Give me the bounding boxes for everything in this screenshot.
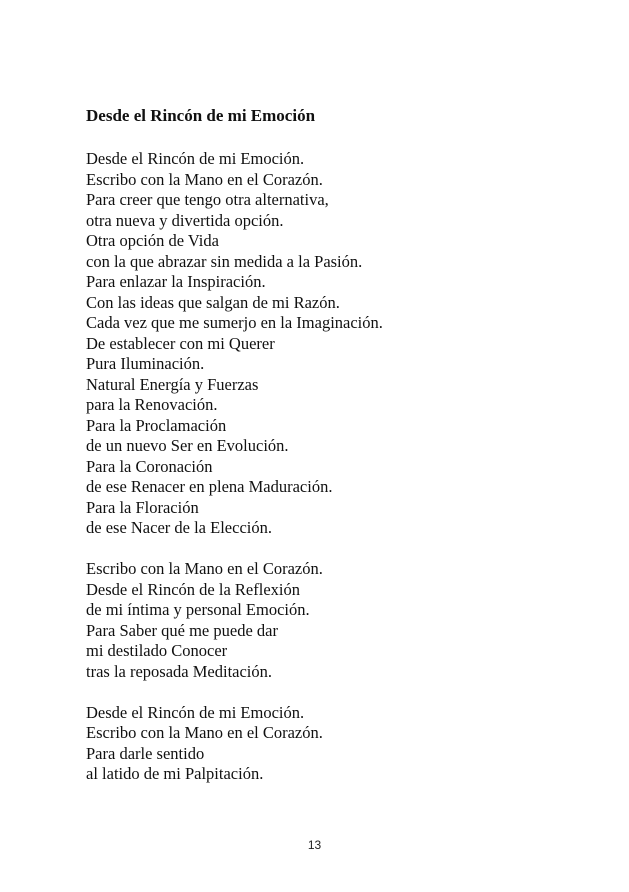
poem-line: Para enlazar la Inspiración. (86, 272, 266, 291)
poem-line: Desde el Rincón de mi Emoción. (86, 149, 305, 168)
poem-line: de un nuevo Ser en Evolución. (86, 436, 289, 455)
poem-line: Natural Energía y Fuerzas (86, 374, 259, 394)
poem-line: al latido de mi Palpitación. (86, 764, 264, 783)
poem-line: De establecer con mi Querer (86, 333, 275, 353)
poem-line: Desde el Rincón de la Reflexión (86, 579, 300, 599)
poem-line: Cada vez que me sumerjo en la Imaginación. (86, 313, 383, 332)
poem-line: con la que abrazar sin medida a la Pasión. (86, 251, 363, 271)
poem-line: Para Saber qué me puede dar (86, 620, 278, 640)
poem-line: para la Renovación. (86, 395, 218, 414)
poem-line: de mi íntima y personal Emoción. (86, 600, 310, 619)
poem-line: Para la Floración (86, 497, 199, 517)
poem-line: Para darle sentido (86, 743, 205, 763)
page-number: 13 (307, 838, 322, 852)
poem-line: Para la Proclamación (86, 415, 227, 435)
stanza-3 (86, 703, 383, 785)
poem-line: Con las ideas que salgan de mi Razón. (86, 292, 340, 312)
poem-line: tras la reposada Meditación. (86, 661, 273, 681)
poem-title: Desde el Rincón de mi Emoción (86, 106, 316, 125)
stanza-2 (86, 559, 383, 682)
poem-line: Para la Coronación (86, 456, 213, 476)
poem-line: de ese Renacer en plena Maduración. (86, 477, 333, 496)
poem-line: Escribo con la Mano en el Corazón. (86, 559, 323, 578)
poem-line: Pura Iluminación. (86, 354, 205, 373)
poem-line: Para creer que tengo otra alternativa, (86, 190, 329, 209)
poem-line: otra nueva y divertida opción. (86, 210, 284, 230)
poem-line: de ese Nacer de la Elección. (86, 518, 272, 537)
poem-line: Otra opción de Vida (86, 231, 219, 250)
poem-line: Escribo con la Mano en el Corazón. (86, 723, 323, 742)
poem-line: Escribo con la Mano en el Corazón. (86, 169, 323, 189)
poem-line: Desde el Rincón de mi Emoción. (86, 702, 305, 722)
poem-line: mi destilado Conocer (86, 641, 228, 660)
poem-body (86, 149, 383, 805)
stanza-1 (86, 149, 383, 539)
